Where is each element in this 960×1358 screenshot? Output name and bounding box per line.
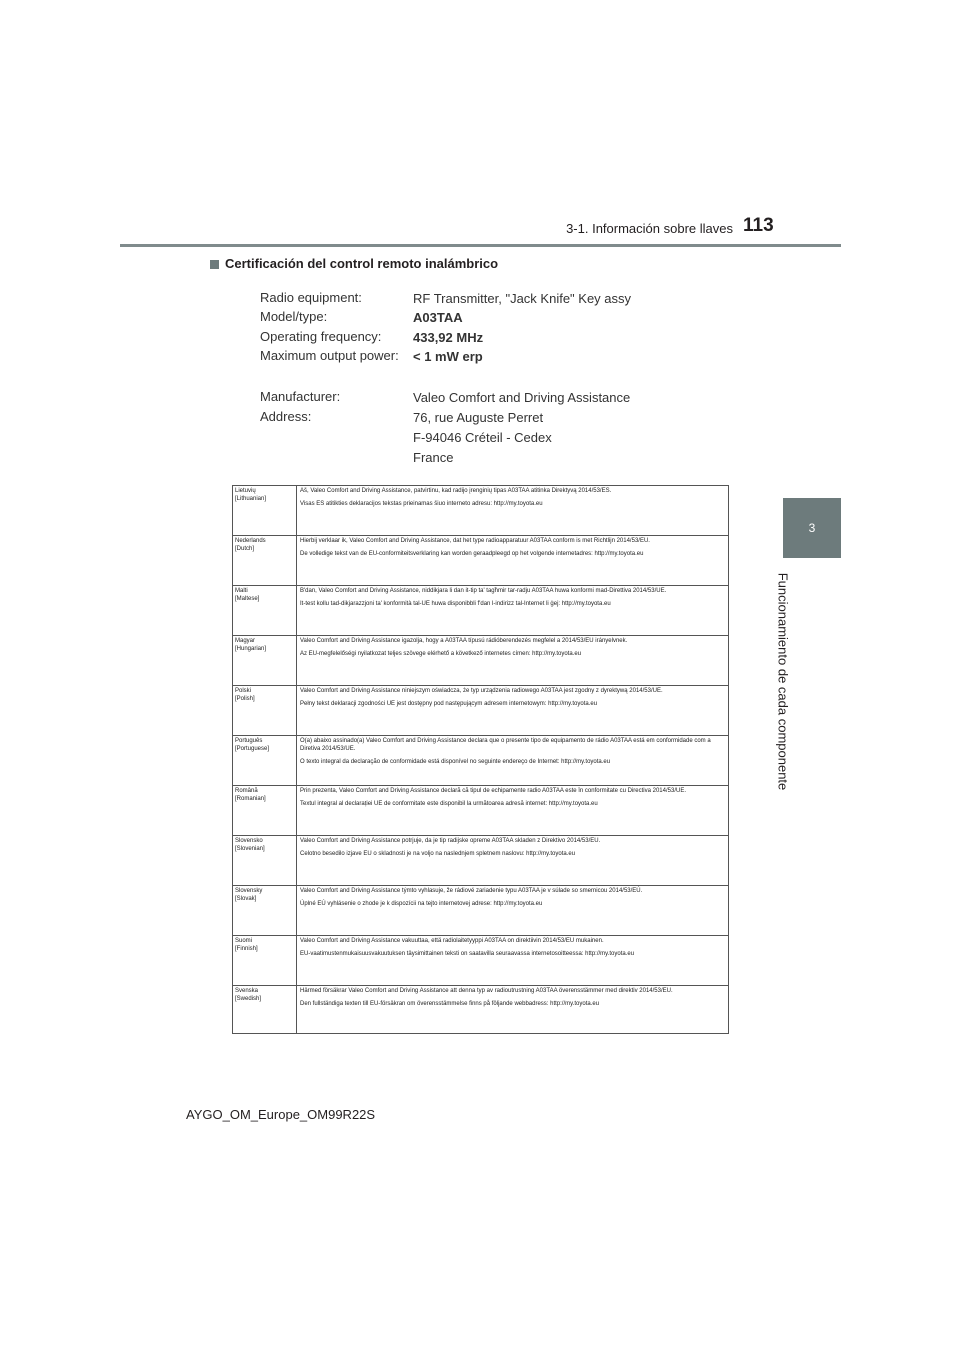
declaration-cell	[297, 836, 728, 885]
language-cell	[233, 736, 297, 785]
language-english-name: [Lithuanian]	[235, 496, 267, 502]
spec-value-max-output-power: < 1 mW erp	[413, 349, 483, 364]
language-name: Lietuvių	[235, 488, 256, 494]
declaration-statement: Valeo Comfort and Driving Assistance vakuuttaa, että radiolaitetyyppi A03TAA on direktiivin 2014/53/EU mukainen.	[300, 938, 604, 944]
spec-value-operating-frequency: 433,92 MHz	[413, 330, 484, 345]
spec-label-max-output-power: Maximum output power:	[260, 348, 399, 363]
declaration-cell	[297, 936, 728, 985]
language-name: Suomi	[235, 938, 253, 944]
subheading	[210, 255, 498, 273]
language-name: Polski	[235, 688, 252, 694]
declaration-url-statement: Den fullständiga texten till EU-försäkran om överensstämmelse finns på följande webbadress: http://my.toyota.eu	[300, 1001, 600, 1007]
document-footer: AYGO_OM_Europe_OM99R22S	[186, 1107, 376, 1122]
language-name: Slovensky	[235, 888, 263, 894]
declaration-statement: Valeo Comfort and Driving Assistance igazolja, hogy a A03TAA típusú rádióberendezés megfelel a 2014/53/EU irányelvnek.	[300, 638, 628, 644]
language-english-name: [Romanian]	[235, 796, 266, 802]
declaration-cell	[297, 636, 728, 685]
chapter-tab	[783, 498, 841, 558]
spec-label-operating-frequency: Operating frequency:	[260, 329, 382, 344]
language-name: Slovensko	[235, 838, 263, 844]
declaration-statement: B'dan, Valeo Comfort and Driving Assistance, niddikjara li dan it-tip ta' tagħmir tar-radju A03TAA huwa konformi mad-Direttiva 2014/53/UE.	[300, 588, 667, 594]
spec-value-radio-equipment: RF Transmitter, "Jack Knife" Key assy	[413, 291, 632, 306]
section-title: 3-1. Información sobre llaves	[566, 221, 733, 236]
table-row	[233, 836, 728, 886]
declaration-cell	[297, 786, 728, 835]
declaration-table	[232, 485, 729, 1034]
language-cell	[233, 836, 297, 885]
language-english-name: [Slovenian]	[235, 846, 265, 852]
language-english-name: [Dutch]	[235, 546, 255, 552]
language-english-name: [Polish]	[235, 696, 255, 702]
language-cell	[233, 536, 297, 585]
language-cell	[233, 586, 297, 635]
spec-label-radio-equipment: Radio equipment:	[260, 290, 362, 305]
declaration-statement: Valeo Comfort and Driving Assistance potrjuje, da je tip radijske opreme A03TAA skladen z Direktivo 2014/53/EU.	[300, 838, 601, 844]
spec-value-address-line1: 76, rue Auguste Perret	[413, 410, 544, 425]
table-row	[233, 736, 728, 786]
declaration-cell	[297, 686, 728, 735]
language-cell	[233, 686, 297, 735]
declaration-cell	[297, 536, 728, 585]
language-name: Nederlands	[235, 538, 266, 544]
page-number: 113	[743, 215, 774, 236]
declaration-statement: Valeo Comfort and Driving Assistance týmto vyhlasuje, že rádiové zariadenie typu A03TAA je v súlade so smernicou 2014/53/EÚ.	[300, 888, 643, 894]
square-bullet-icon	[210, 260, 219, 269]
declaration-cell	[297, 486, 728, 535]
spec-label-manufacturer: Manufacturer:	[260, 389, 341, 404]
language-english-name: [Swedish]	[235, 996, 262, 1002]
table-row	[233, 536, 728, 586]
declaration-statement: O(a) abaixo assinado(a) Valeo Comfort and Driving Assistance declara que o presente tipo de equipamento de rádio A03TAA está em conformidade com a Diretiva 2014/53/UE.	[300, 738, 711, 752]
table-row	[233, 586, 728, 636]
declaration-url-statement: Az EU-megfelelőségi nyilatkozat teljes szövege elérhető a következő internetes címen: http://my.toyota.eu	[300, 651, 582, 657]
declaration-cell	[297, 986, 728, 1033]
language-english-name: [Finnish]	[235, 946, 258, 952]
subheading-text: Certificación del control remoto inalámbrico	[225, 256, 499, 271]
chapter-label	[760, 566, 806, 796]
declaration-cell	[297, 886, 728, 935]
table-row	[233, 886, 728, 936]
language-cell	[233, 786, 297, 835]
declaration-statement: Valeo Comfort and Driving Assistance niniejszym oświadcza, że typ urządzenia radiowego A03TAA jest zgodny z dyrektywą 2014/53/UE.	[300, 688, 663, 694]
declaration-url-statement: De volledige tekst van de EU-conformiteitsverklaring kan worden geraadpleegd op het volgende internetadres: http://my.toyota.eu	[300, 551, 644, 557]
language-name: Magyar	[235, 638, 256, 644]
declaration-url-statement: Pełny tekst deklaracji zgodności UE jest dostępny pod następującym adresem internetowym: http://my.toyota.eu	[300, 701, 598, 707]
spec-label-model-type: Model/type:	[260, 309, 328, 324]
header-rule	[120, 244, 841, 247]
language-english-name: [Portuguese]	[235, 746, 270, 752]
language-cell	[233, 986, 297, 1033]
declaration-url-statement: Úplné EÚ vyhlásenie o zhode je k dispozícii na tejto internetovej adrese: http://my.toyota.eu	[300, 901, 543, 907]
declaration-url-statement: Visas ES atitikties deklaracijos tekstas prieinamas šiuo interneto adresu: http://my.toyota.eu	[300, 501, 543, 507]
declaration-url-statement: O texto integral da declaração de conformidade está disponível no seguinte endereço de Internet: http://my.toyota.eu	[300, 759, 611, 765]
spec-value-model-type: A03TAA	[413, 310, 463, 325]
language-english-name: [Maltese]	[235, 596, 260, 602]
declaration-url-statement: Textul integral al declarației UE de conformitate este disponibil la următoarea adresă internet: http://my.toyota.eu	[300, 801, 598, 807]
table-row	[233, 786, 728, 836]
language-cell	[233, 936, 297, 985]
chapter-label-text: Funcionamiento de cada componente	[775, 572, 791, 790]
table-row	[233, 686, 728, 736]
declaration-statement: Härmed försäkrar Valeo Comfort and Driving Assistance att denna typ av radioutrustning A03TAA överensstämmer med direktiv 2014/53/EU.	[300, 988, 673, 994]
table-row	[233, 936, 728, 986]
declaration-cell	[297, 736, 728, 785]
language-cell	[233, 886, 297, 935]
language-name: Malti	[235, 588, 248, 594]
declaration-statement: Hierbij verklaar ik, Valeo Comfort and Driving Assistance, dat het type radioapparatuur A03TAA conform is met Richtlijn 2014/53/EU.	[300, 538, 650, 544]
table-row	[233, 986, 728, 1033]
language-english-name: [Hungarian]	[235, 646, 267, 652]
language-cell	[233, 636, 297, 685]
language-name: Svenska	[235, 988, 259, 994]
declaration-statement: Prin prezenta, Valeo Comfort and Driving Assistance declară că tipul de echipamente radio A03TAA este în conformitate cu Directiva 2014/53/UE.	[300, 788, 686, 794]
spec-value-manufacturer: Valeo Comfort and Driving Assistance	[413, 390, 631, 405]
language-name: Português	[235, 738, 263, 744]
chapter-number: 3	[808, 521, 816, 535]
language-name: Română	[235, 788, 258, 794]
language-english-name: [Slovak]	[235, 896, 257, 902]
declaration-url-statement: EU-vaatimustenmukaisuusvakuutuksen täysimittainen teksti on saatavilla seuraavassa internetosoitteessa: http://my.toyota.eu	[300, 951, 635, 957]
spec-value-address-line2: F-94046 Créteil - Cedex	[413, 430, 552, 445]
declaration-url-statement: Celotno besedilo izjave EU o skladnosti je na voljo na naslednjem spletnem naslovu: http://my.toyota.eu	[300, 851, 576, 857]
declaration-cell	[297, 586, 728, 635]
table-row	[233, 486, 728, 536]
declaration-url-statement: It-test kollu tad-dikjarazzjoni ta' konformità tal-UE huwa disponibbli f'dan l-indirizz tal-Internet li ġej: http://my.toyota.eu	[300, 601, 611, 607]
table-row	[233, 636, 728, 686]
declaration-statement: Aš, Valeo Comfort and Driving Assistance, patvirtinu, kad radijo įrenginių tipas A03TAA atitinka Direktyvą 2014/53/ES.	[300, 488, 612, 494]
spec-value-address-line3: France	[413, 450, 454, 465]
language-cell	[233, 486, 297, 535]
spec-label-address: Address:	[260, 409, 312, 424]
